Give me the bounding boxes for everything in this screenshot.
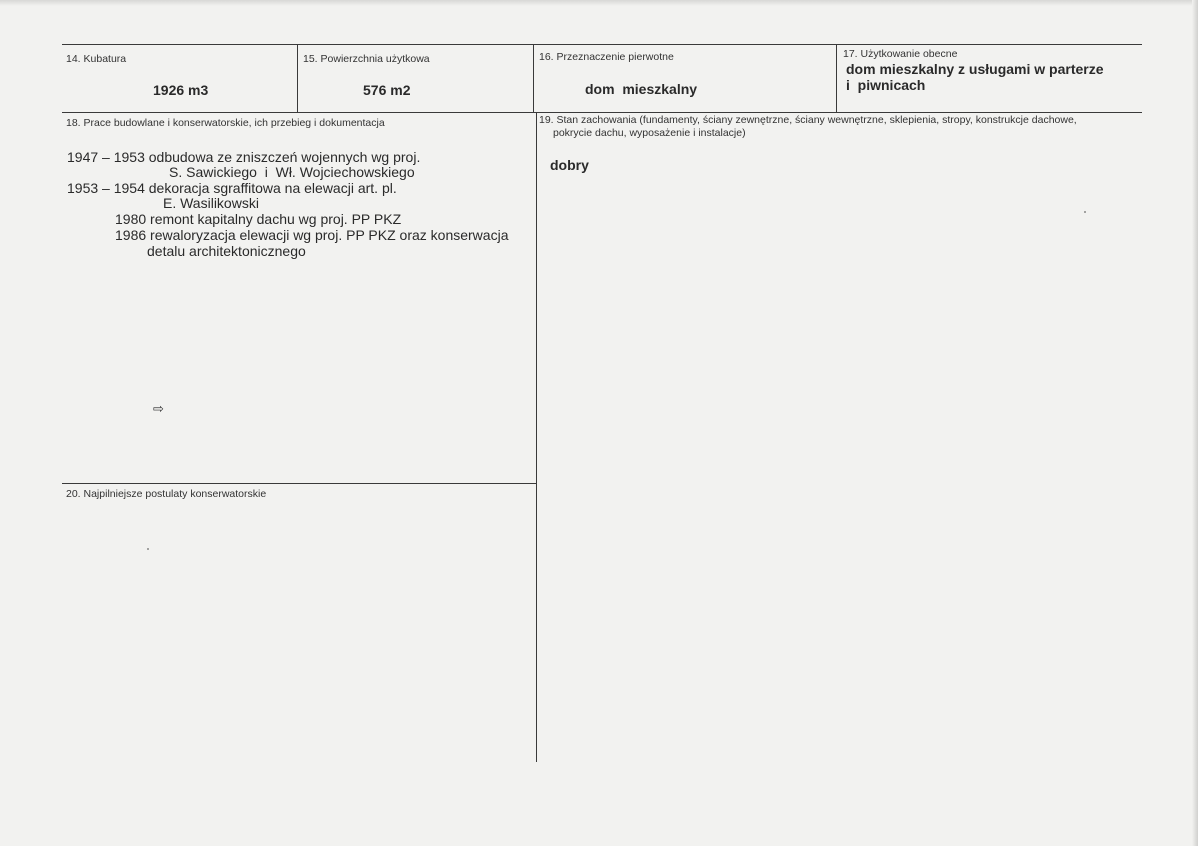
row1-bottom-line	[62, 112, 1142, 113]
field-18-entry: 1947 – 1953 odbudowa ze zniszczeń wojennych wg proj.	[67, 149, 421, 165]
field-18-entry: S. Sawickiego i Wł. Wojciechowskiego	[169, 164, 415, 180]
field-20-label: 20. Najpilniejsze postulaty konserwatorskie	[66, 488, 267, 500]
field-18-entry: 1980 remont kapitalny dachu wg proj. PP PKZ	[115, 211, 402, 227]
field-15-label: 15. Powierzchnia użytkowa	[303, 53, 430, 65]
field-18-entry: detalu architektonicznego	[147, 243, 306, 259]
col-divider-16-17	[836, 45, 837, 112]
field-19-value: dobry	[550, 157, 589, 173]
field-18-entry: E. Wasilikowski	[163, 195, 259, 211]
scan-edge-right	[1192, 0, 1198, 846]
field-18-label: 18. Prace budowlane i konserwatorskie, ich przebieg i dokumentacja	[66, 117, 385, 129]
field-18-entry: 1986 rewaloryzacja elewacji wg proj. PP PKZ oraz konserwacja	[115, 227, 509, 243]
row2-divider-line	[62, 483, 536, 484]
field-14-value: 1926 m3	[153, 82, 209, 98]
field-17-value-line1: dom mieszkalny z usługami w parterze	[846, 61, 1104, 77]
scan-edge-top	[0, 0, 1198, 6]
field-18-entry: 1953 – 1954 dekoracja sgraffitowa na elewacji art. pl.	[67, 180, 397, 196]
field-14-label: 14. Kubatura	[66, 53, 127, 65]
top-border-line	[62, 44, 1142, 45]
scan-speck	[147, 548, 149, 550]
col-divider-14-15	[297, 45, 298, 112]
main-vertical-divider	[536, 112, 537, 762]
field-19-label-line2: pokrycie dachu, wyposażenie i instalacje)	[553, 127, 746, 139]
field-17-label: 17. Użytkowanie obecne	[843, 48, 958, 60]
field-16-label: 16. Przeznaczenie pierwotne	[539, 51, 674, 63]
field-17-value-line2: i piwnicach	[846, 77, 926, 93]
arrow-right-icon: ⇨	[153, 401, 164, 416]
field-16-value: dom mieszkalny	[585, 81, 698, 97]
scan-speck	[1084, 211, 1086, 213]
field-15-value: 576 m2	[363, 82, 411, 98]
col-divider-15-16	[533, 45, 534, 112]
field-19-label-line1: 19. Stan zachowania (fundamenty, ściany zewnętrzne, ściany wewnętrzne, sklepienia, stropy, konstrukcje dachowe,	[539, 114, 1077, 126]
